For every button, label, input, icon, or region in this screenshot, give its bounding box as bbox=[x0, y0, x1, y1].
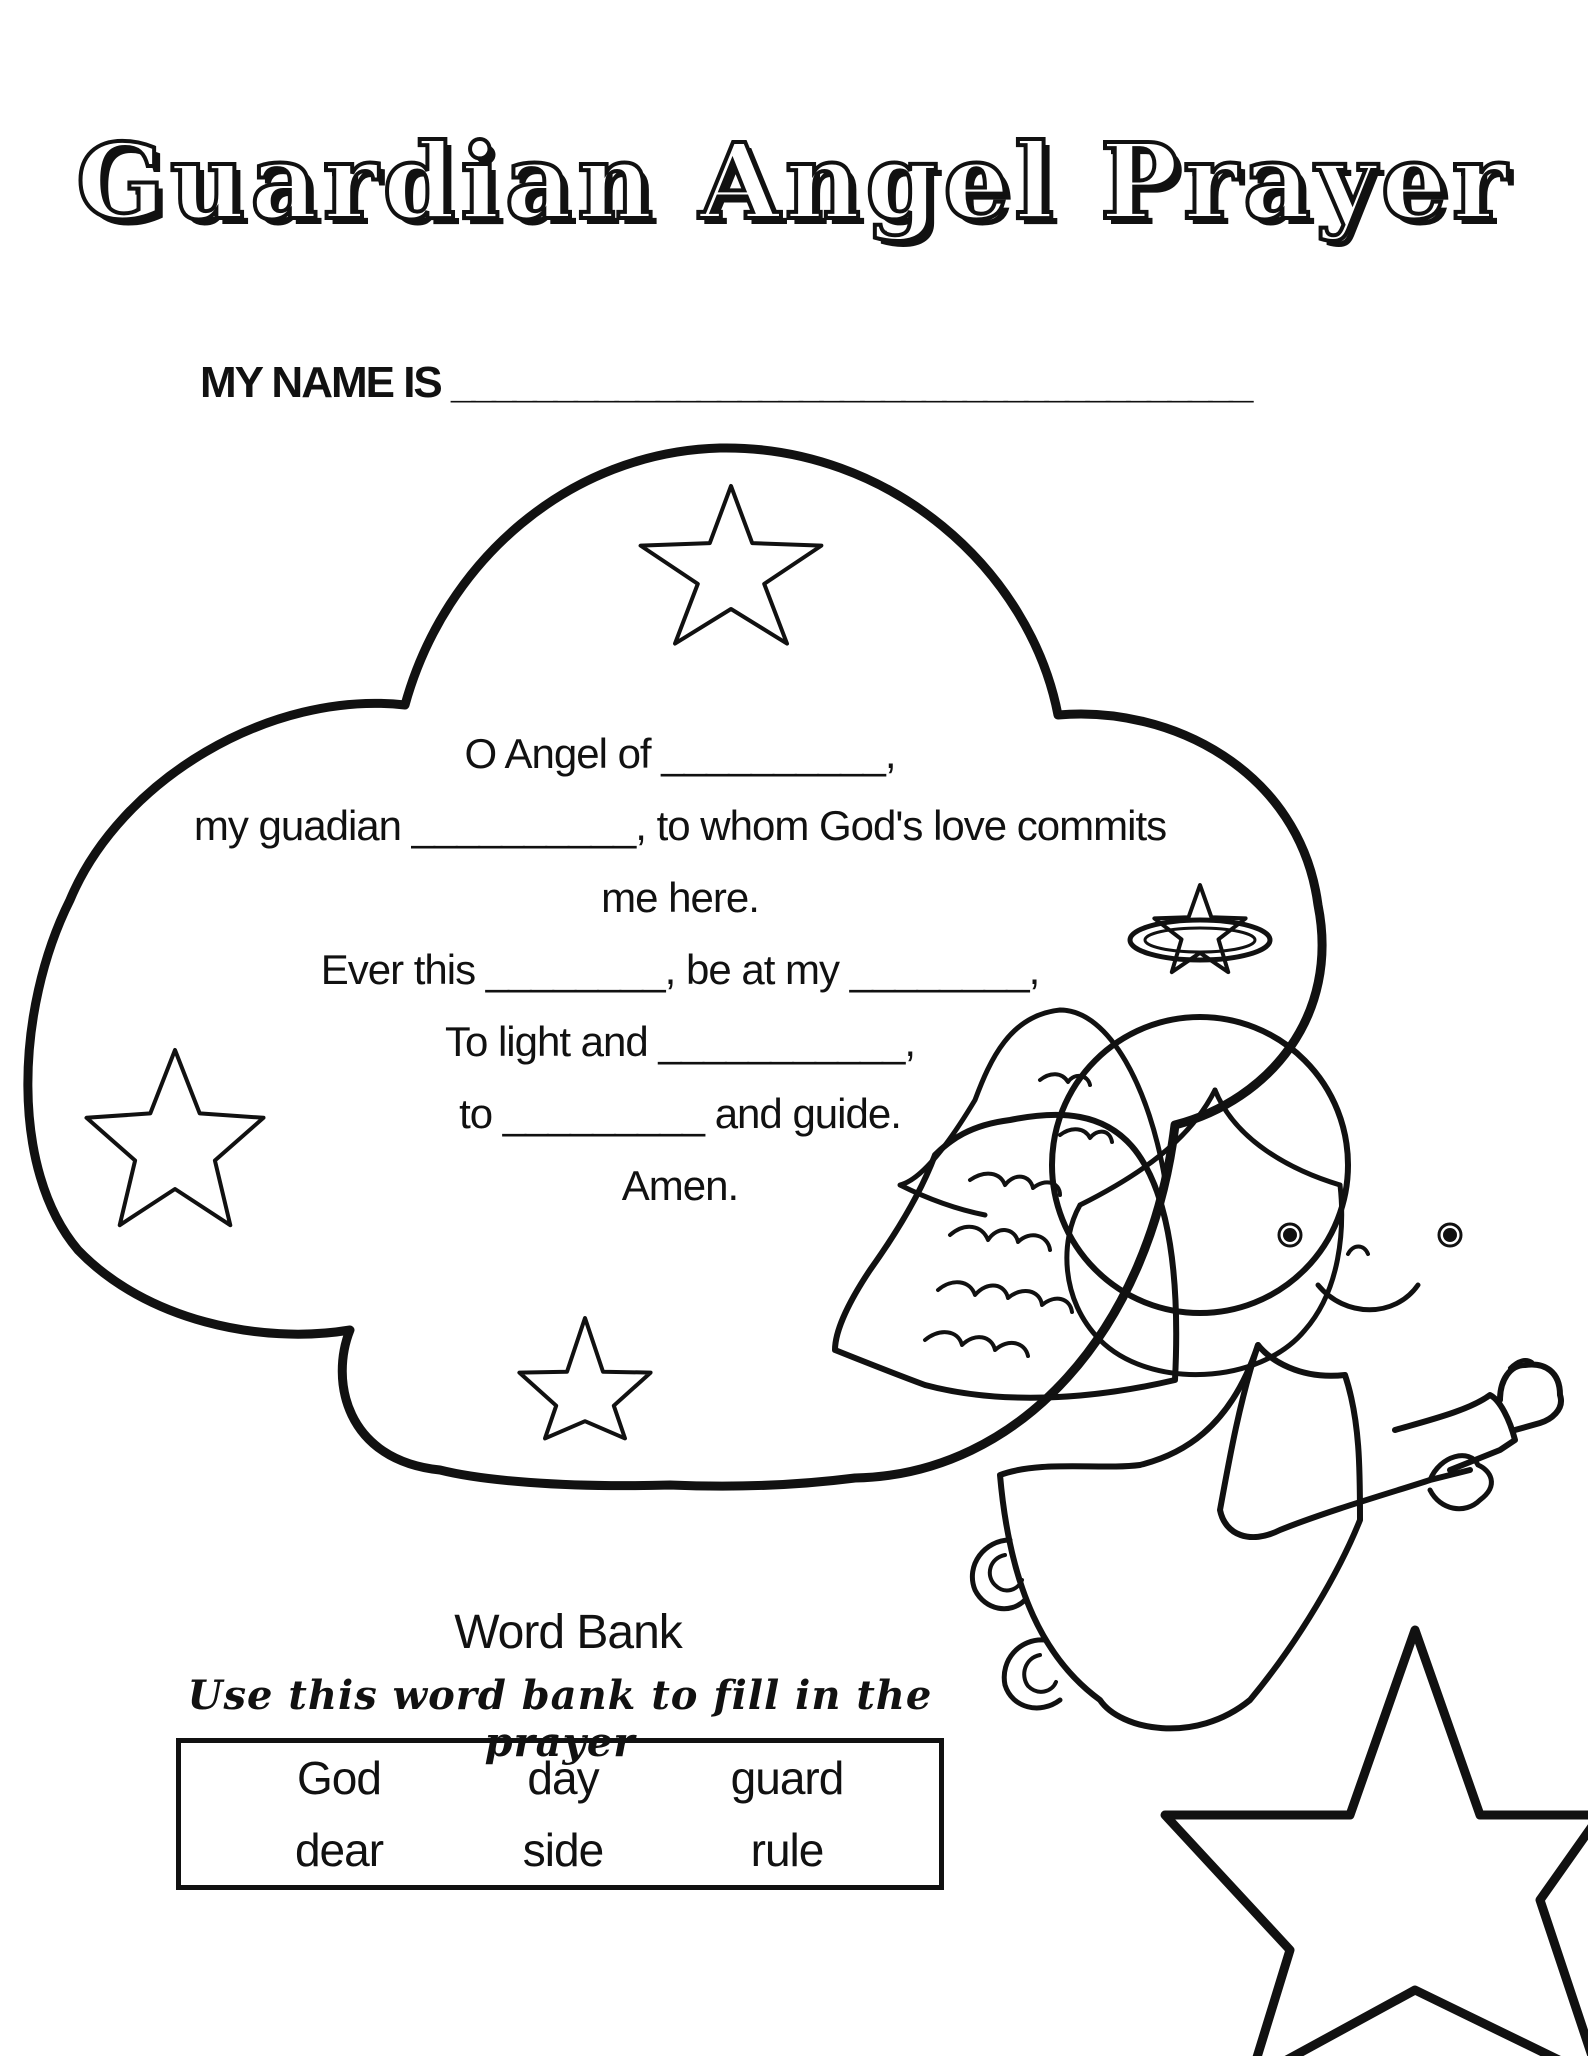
word-bank-word: guard bbox=[730, 1752, 844, 1804]
name-prompt bbox=[200, 358, 1249, 408]
star-icon-bottom bbox=[519, 1318, 650, 1438]
prayer-line-7: Amen. bbox=[621, 1162, 739, 1209]
word-bank-word: rule bbox=[750, 1824, 824, 1876]
word-bank-word: God bbox=[297, 1752, 381, 1804]
word-bank-word: day bbox=[527, 1752, 599, 1804]
prayer-line-3: me here. bbox=[601, 874, 759, 921]
prayer-line-1: O Angel of __________, bbox=[464, 730, 896, 777]
star-icon-large bbox=[1165, 1630, 1588, 2056]
name-label: MY NAME IS bbox=[200, 358, 441, 407]
word-bank-title: Word Bank bbox=[454, 1606, 682, 1659]
star-icon-top bbox=[641, 486, 822, 644]
word-bank-instruction: Use this word bank to fill in the prayer bbox=[187, 1672, 933, 1766]
word-bank-word: side bbox=[522, 1824, 604, 1876]
prayer-line-6: to _________ and guide. bbox=[459, 1090, 901, 1137]
word-bank-box bbox=[176, 1738, 944, 1890]
page-title: Guardian Angel Prayer bbox=[76, 120, 1512, 243]
name-blank[interactable]: _______________________________________ bbox=[451, 358, 1250, 407]
prayer-line-2: my guadian __________, to whom God's love commits bbox=[193, 802, 1167, 849]
word-bank-word: dear bbox=[294, 1824, 384, 1876]
prayer-line-4: Ever this ________, be at my ________, bbox=[320, 946, 1040, 993]
prayer-line-5: To light and ___________, bbox=[444, 1018, 916, 1065]
prayer-text bbox=[100, 718, 1260, 1222]
